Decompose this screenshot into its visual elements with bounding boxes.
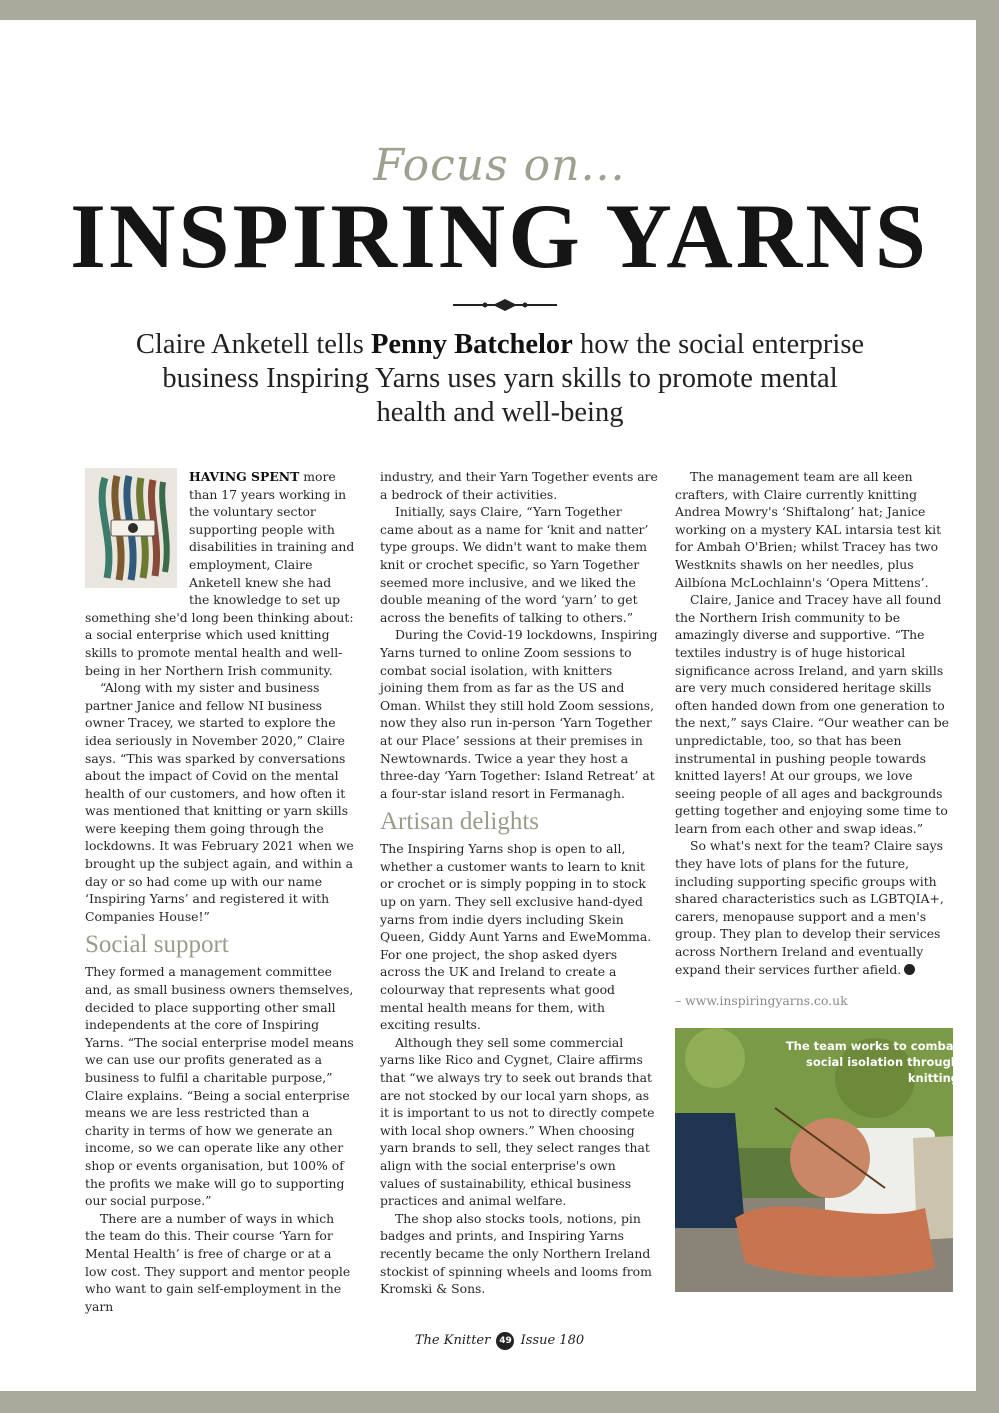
photo-caption: The team works to combat social isolation through knitting — [785, 1039, 959, 1085]
article-column-2: industry, and their Yarn Together events are a bedrock of their activities. Initially, says Claire, “Yarn Together came about as a name for ‘knit and natter’ type groups. We didn't want to make them knit or crochet specific, so Yarn Together seemed more inclusive, and we liked the double meaning of the word ‘yarn’ to get across the benefits of talking to others.” During the Covid-19 lockdowns, Inspiring Yarns turned to online Zoom sessions to combat social isolation, with knitters joining them from as far as the US and Oman. Whilst they still hold Zoom sessions, now they also run in-person ‘Yarn Together at our Place’ sessions at their premises in Newtownards. Twice a year they host a three-day ‘Yarn Together: Island Retreat’ at a four-star island resort in Fermanagh. Artisan delights The Inspiring Yarns shop is open to all, whether a customer wants to learn to knit or crochet or is simply popping in to stock up on yarn. They sell exclusive hand-dyed yarns from indie dyers including Skein Queen, Giddy Aunt Yarns and EweMomma. For one project, the shop asked dyers across the UK and Ireland to create a colourway that represents what good mental health means for them, with exciting results. Although they sell some commercial yarns like Rico and Cygnet, Claire affirms that “we always try to seek out brands that are not stocked by our local yarn shops, as it is important to us not to directly compete with local shop owners.” When choosing yarn brands to sell, they select ranges that align with the social enterprise's own values of sustainability, ethical business practices and animal welfare. The shop also stocks tools, notions, pin badges and prints, and Inspiring Yarns recently became the only Northern Ireland stockist of spinning wheels and looms from Kromski & Sons. — [380, 469, 658, 1297]
kicker: Focus on... — [373, 140, 626, 191]
article-column-3: The management team are all keen crafters, with Claire currently knitting Andrea Mowry's ‘Shiftalong’ hat; Janice working on a mystery KAL intarsia test kit for Ambah O'Brien; whilst Tracey has two Westknits shawls on her needles, plus Ailbíona McLochlainn's ‘Opera Mittens’. Claire, Janice and Tracey have all found the Northern Irish community to be amazingly diverse and supportive. “The textiles industry is of huge historical significance across Ireland, and yarn skills are very much considered heritage skills often handed down from one generation to the next,” says Claire. “Our weather can be unpredictable, too, so that has been instrumental in pushing people towards knitted layers! At our groups, we love seeing people of all ages and backgrounds getting together and enjoying some time to learn from each other and swap ideas.” So what's next for the team? Claire says they have lots of plans for the future, including supporting specific groups with shared characteristics such as LGBTQIA+, carers, menopause support and a men's group. They plan to develop their services across Northern Ireland and eventually expand their services further afield. – www.inspiringyarns.co.uk — [675, 468, 953, 1010]
author-name: Penny Batchelor — [370, 329, 573, 360]
heading-artisan-delights: Artisan delights — [380, 808, 540, 836]
page-footer — [0, 1332, 999, 1350]
standfirst: Claire Anketell tells Penny Batchelor how the social enterprise business Inspiring Yarns uses yarn skills to promote mental health and well-being — [135, 329, 865, 428]
magazine-name: The Knitter — [414, 1333, 491, 1348]
knitter-logo-icon — [904, 964, 915, 975]
issue-number: Issue 180 — [520, 1333, 585, 1348]
lead-words: HAVING SPENT — [189, 469, 300, 484]
ornament-divider — [453, 298, 557, 312]
yarn-skein-image — [85, 468, 177, 588]
article-column-1: HAVING SPENT more than 17 years working in the voluntary sector supporting people with disabilities in training and employment, Claire Anketell knew she had the knowledge to set up something she'd long been thinking about: a social enterprise which used knitting skills to promote mental health and well-being in her Northern Irish community. “Along with my sister and business partner Janice and fellow NI business owner Tracey, we started to explore the idea seriously in November 2020,” Claire says. “This was sparked by conversations about the impact of Covid on the mental health of our customers, and how often it was mentioned that knitting or yarn skills were keeping them going through the lockdowns. It was February 2021 when we brought up the subject again, and within a day or so had come up with our name ‘Inspiring Yarns’ and registered it with Companies House!” Social support They formed a management committee and, as small business owners themselves, decided to place supporting other small independents at the core of Inspiring Yarns. “The social enterprise model means we can use our profits generated as a business to fulfil a charitable purpose,” Claire explains. “Being a social enterprise means we are less restricted than a charity in terms of how we generate an income, so we can operate like any other shop or events organisation, but 100% of the profits we make will go to supporting our social purpose.” There are a number of ways in which the team do this. Their course ‘Yarn for Mental Health’ is free of charge or at a low cost. They support and mentor people who want to gain self-employment in the yarn — [85, 469, 355, 1314]
page-title: INSPIRING YARNS — [70, 185, 929, 287]
heading-social-support: Social support — [85, 931, 229, 959]
website-link[interactable]: – www.inspiringyarns.co.uk — [675, 993, 848, 1009]
page-number-badge-icon: 49 — [496, 1332, 514, 1350]
